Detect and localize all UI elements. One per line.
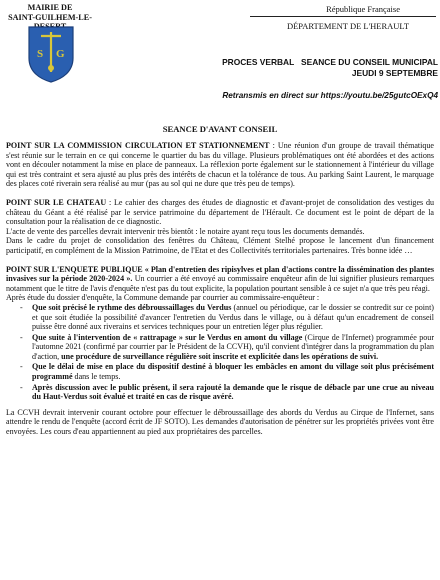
list-item-bold: Que soit précisé le rythme des débroussaillages du Verdus — [32, 302, 232, 312]
paragraph-chateau-3: Dans le cadre du projet de consolidation des fenêtres du Château, Clément Stelhé propose le lancement d'un financement participatif, en complément de la Mission Patrimoine, de l'Etat et des Collectivités territoriales partenaires. Très bonne idée … — [6, 236, 434, 255]
section-text-enquete: Un courrier a été envoyé au commissaire enquêteur afin de lui signifier plusieurs remarques notamment que le titre de l'avis d'enquête n'est pas du tout explicite, la population pourtant sensible à ce sujet n'a que très peu réagi. — [6, 274, 434, 293]
list-item-text: dans le temps. — [72, 372, 121, 382]
document-body — [6, 141, 434, 437]
list-item — [20, 302, 434, 332]
header-divider — [250, 16, 436, 17]
mairie-line-1: MAIRIE DE — [27, 3, 73, 12]
list-item-bold: Après discussion avec le public présent, il sera rajouté la demande que le risque de débacle par une crue au niveau du Haut-Verdus soit évalué et traité en cas de risque avéré. — [32, 382, 434, 402]
paragraph-chateau-2: L'acte de vente des parcelles devrait intervenir très bientôt : le notaire ayant reçu tous les documents demandés. — [6, 226, 365, 236]
paragraph-enquete — [6, 265, 434, 294]
pv-title — [150, 57, 438, 79]
bullet-dash: - — [20, 362, 23, 372]
section-title-chateau: POINT SUR LE CHATEAU — [6, 197, 107, 207]
section-title-circulation: POINT SUR LA COMMISSION CIRCULATION ET STATIONNEMENT — [6, 141, 270, 150]
republic-label: République Française — [326, 4, 400, 14]
list-item-bold: Que le délai de mise en place du dispositif destiné à bloquer les embâcles en amont du village soit plus précisément programmé — [32, 362, 434, 382]
coat-of-arms-icon — [26, 24, 76, 84]
section-title-enquete: POINT SUR L'ENQUETE PUBLIQUE — [6, 264, 143, 274]
list-item — [20, 382, 434, 402]
section-text-circulation: : Une réunion d'un groupe de travail thématique s'est réunie sur le terrain en ce qui concerne le quartier du bas du village. Plusieurs problématiques ont été abordées et des actions vont en découler notamment la mise en place de panneaux. La réflexion porte également sur le stationnement à l'intérieur du village qui est très contraint et sera ajusté au plus près des intérêts de chacun et la tolérance de tous. Au parking Saint Laurent, le marquage des places coté riverain sera réalisé au mur (pas au sol qui ne dure que très peu de temps). — [6, 141, 434, 189]
list-item-bold-2: une procédure de surveillance régulière soit inscrite et explicitée dans les opérations de suivi. — [61, 351, 379, 361]
list-item-bold: Que suite à l'intervention de « rattrapage » sur le Verdus en amont du village — [32, 332, 303, 342]
svg-text:S: S — [37, 48, 44, 60]
paragraph-circulation — [6, 141, 434, 189]
list-item — [20, 362, 434, 382]
paragraph-closing: La CCVH devrait intervenir courant octobre pour effectuer le débroussaillage des abords du Verdus au Cirque de l'Infernet, sans attendre le rendu de l'enquête (accord écrit de JF SOTO). Les demandes d'autorisation de pénétrer sur les propriétés privées vont être envoyées. Les cours d'eau appartiennent au pied aux propriétaires des parcelles. — [6, 407, 434, 437]
list-item-text: (Cirque de l'Infernet) programmée pour l'automne 2021 (confirmé par courrier par le Président de la CCVH), qu'il convient d'intégrer dans la programmation du plan d'action, — [32, 332, 434, 361]
mairie-line-2: SAINT-GUILHEM-LE- — [8, 12, 92, 22]
list-item-text: (annuel ou périodique, car le dossier se contredit sur ce point) et que soit étudiée la possibilité d'avancer l'entretien du Verdus dans le village, ou à défaut qu'un encadrement de conseil puisse être donné aux riverains et services techniques pour un entretien léger plus régulier. — [32, 302, 434, 332]
list-item — [20, 332, 434, 362]
svg-text:G: G — [56, 48, 65, 60]
bullet-dash: - — [20, 332, 23, 342]
department-label: DÉPARTEMENT DE L'HERAULT — [286, 21, 410, 31]
broadcast-link[interactable]: Retransmis en direct sur https://youtu.be/25gutcOExQ4 — [222, 91, 438, 100]
pv-title-line-1: PROCES VERBAL SEANCE DU CONSEIL MUNICIPAL — [222, 57, 438, 67]
paragraph-enquete-intro: Après étude du dossier d'enquête, la Commune demande par courrier au commissaire-enquêteur : — [6, 293, 320, 303]
request-list — [6, 303, 434, 402]
paragraph-chateau — [6, 198, 434, 227]
pv-title-line-2: JEUDI 9 SEPTEMBRE — [351, 68, 438, 78]
bullet-dash: - — [20, 302, 23, 312]
section-bold-enquete: « Plan d'entretien des ripisylves et plan d'actions contre la dissémination des plantes invasives sur la période 2020-2024 ». — [6, 264, 434, 284]
section-text-chateau: : Le cahier des charges des études de diagnostic et d'avant-projet de consolidation des vestiges du château du Géant a été réalisé par le service patrimoine du département de l'Hérault. Ce document est le point de départ de la consultation pour la réalisation de ce diagnostic. — [6, 197, 434, 227]
section-heading: SEANCE D'AVANT CONSEIL — [162, 124, 278, 134]
bullet-dash: - — [20, 382, 23, 392]
